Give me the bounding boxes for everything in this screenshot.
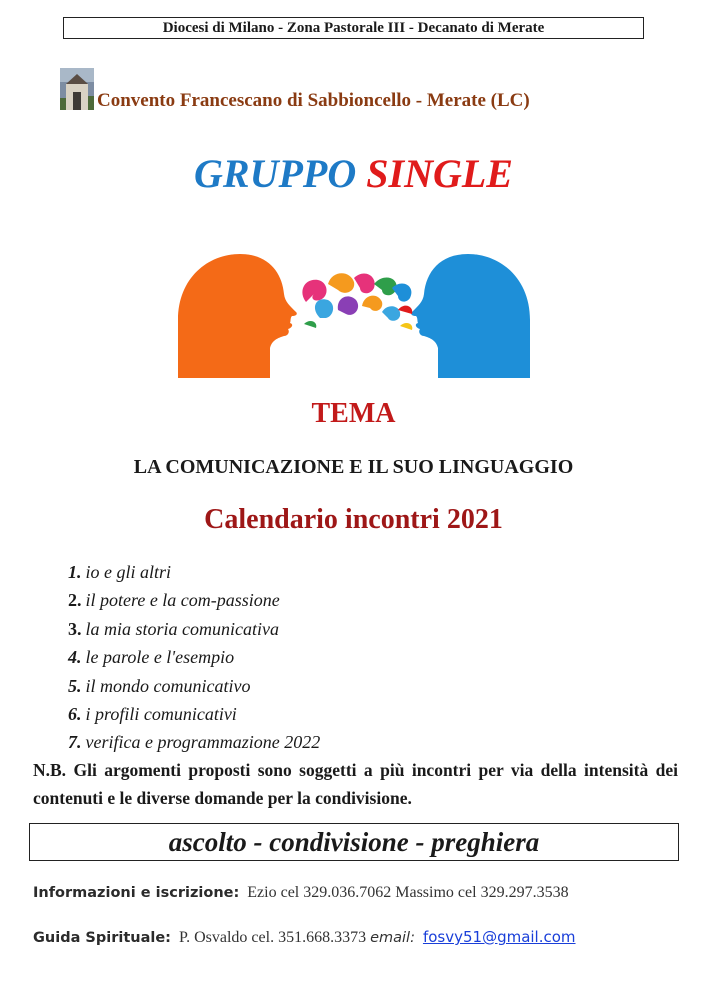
convent-line bbox=[60, 68, 680, 112]
diocese-header bbox=[63, 17, 644, 39]
topic-text: la mia storia comunicativa bbox=[85, 618, 279, 639]
topic-text: io e gli altri bbox=[85, 562, 171, 582]
list-item bbox=[68, 615, 320, 643]
guide-line bbox=[33, 928, 576, 947]
topic-list bbox=[68, 558, 320, 757]
motto-text: ascolto - condivisione - preghiera bbox=[168, 827, 540, 857]
topic-number: 1. bbox=[68, 562, 82, 582]
topic-text: il potere e la com-passione bbox=[85, 590, 280, 611]
list-item bbox=[68, 586, 320, 614]
topic-text: le parole e l'esempio bbox=[85, 647, 235, 668]
topic-text: verifica e programmazione 2022 bbox=[85, 732, 321, 753]
title-word-single: SINGLE bbox=[366, 151, 513, 196]
topic-number: 4. bbox=[68, 647, 82, 668]
diocese-text: Diocesi di Milano - Zona Pastorale III - Decanato di Merate bbox=[162, 20, 545, 36]
list-item bbox=[68, 700, 320, 728]
email-label: email: bbox=[370, 930, 415, 946]
note-paragraph: N.B. Gli argomenti proposti sono soggetti a più incontri per via della intensità dei contenuti e le diverse domande per la condivisione. bbox=[33, 760, 678, 808]
calendar-title: Calendario incontri 2021 bbox=[204, 504, 503, 535]
guide-phone: P. Osvaldo cel. 351.668.3373 bbox=[178, 929, 367, 946]
theme-name: LA COMUNICAZIONE E IL SUO LINGUAGGIO bbox=[133, 456, 574, 478]
topic-number: 5. bbox=[68, 675, 82, 696]
list-item bbox=[68, 643, 320, 671]
theme-label: TEMA bbox=[311, 398, 396, 429]
convent-name: Convento Francescano di Sabbioncello - Merate (LC) bbox=[97, 90, 530, 111]
info-label: Informazioni e iscrizione: bbox=[33, 885, 240, 901]
list-item bbox=[68, 728, 320, 756]
topic-text: i profili comunicativi bbox=[85, 703, 237, 724]
convent-photo bbox=[60, 68, 94, 110]
two-heads-talking-icon bbox=[178, 248, 530, 378]
email-link[interactable]: fosvy51@gmail.com bbox=[422, 928, 576, 946]
right-head-icon bbox=[411, 254, 530, 378]
topic-number: 6. bbox=[68, 703, 82, 724]
topic-number: 7. bbox=[68, 732, 82, 753]
info-line bbox=[33, 884, 569, 902]
guide-label: Guida Spirituale: bbox=[33, 930, 171, 946]
motto-box bbox=[29, 823, 679, 861]
topic-number: 2. bbox=[68, 590, 82, 611]
left-head-icon bbox=[178, 254, 297, 378]
list-item bbox=[68, 672, 320, 700]
list-item bbox=[68, 558, 320, 586]
page-title bbox=[0, 150, 707, 197]
topic-number: 3. bbox=[68, 618, 82, 639]
info-phones: Ezio cel 329.036.7062 Massimo cel 329.297.3538 bbox=[247, 884, 569, 901]
topic-text: il mondo comunicativo bbox=[85, 675, 251, 696]
title-word-gruppo: GRUPPO bbox=[194, 151, 357, 196]
